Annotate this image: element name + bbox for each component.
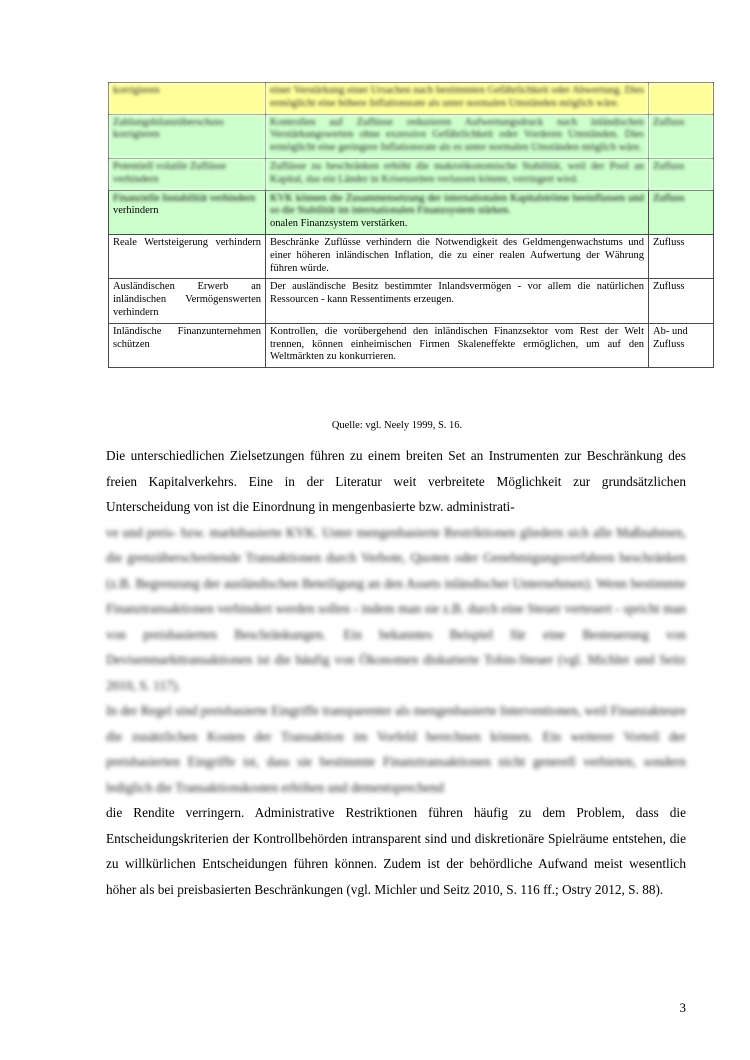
paragraph: die Rendite verringern. Administrative Restriktionen führen häufig zu dem Problem, dass die Entscheidungskriterien der Kontrollbehörden intransparent sind und diskretionäre Spielräume entstehen, die zu willkürlichen Entscheidungen führen können. Zudem ist der behördliche Aufwand meist wesentlich höher als bei preisbasierten Beschränkungen (vgl. Michler und Seitz 2010, S. 116 ff.; Ostry 2012, S. 88). [106,805,686,897]
table-row [109,83,714,115]
cell-goal: Ausländischen Erwerb an inländischen Vermögenswerten verhindern [109,279,266,323]
cell-goal: korrigieren [109,83,266,115]
cell-description: Kontrollen auf Zuflüsse reduzieren Aufwertungsdruck nach inländischen Verstärkungswerten ohne exzessive Gefährlichkeit oder Vorderen Umständen. Dies ermöglicht eine geringere Inflationsrate als es unter normalen Umständen möglich wäre. [266,114,649,158]
cell-goal: Potentiell volatile Zuflüsse verhindern [109,158,266,190]
cell-description-blurred-text: KVK können die Zusammensetzung der internationalen Kapitalströme beeinflussen und so die Stabilität im internationalen Finanzsystem stärken. [270,192,644,217]
table-row [109,234,714,278]
cell-description [266,190,649,234]
table-row [109,158,714,190]
table-row [109,114,714,158]
table-caption: Quelle: vgl. Neely 1999, S. 16. [331,420,463,431]
paragraph: ve und preis- bzw. marktbasierte KVK. Unter mengenbasierte Restriktionen gliedern sich alle Maßnahmen, die grenzüberschreitende Transaktionen durch Verbote, Quoten oder Genehmigungsverfahren beschränken (z.B. Begrenzung der ausländischen Beteiligung an den Assets inländischer Unternehmen). Wenn bestimmte Finanztransaktionen verhindert werden sollen - indem man sie z.B. durch eine Steuer verteuert - spricht man von preisbasierten Beschränkungen. Ein bekanntes Beispiel für eine Besteuerung von Devisenmarkttransaktionen ist die häufig von Ökonomen diskutierte Tobin-Steuer (vgl. Michler und Seitz 2010, S. 117). [106,524,686,693]
table-row [109,279,714,323]
cell-goal: Inländische Finanzunternehmen schützen [109,323,266,367]
cell-description: Beschränke Zuflüsse verhindern die Notwendigkeit des Geldmengenwachstums und einer höheren inländischen Inflation, die zu einer realen Aufwertung der Währung führen würde. [266,234,649,278]
cell-direction: Zufluss [649,158,714,190]
cell-description: Der ausländische Besitz bestimmter Inlandsvermögen - vor allem die natürlichen Ressourcen - kann Ressentiments erzeugen. [266,279,649,323]
table-row [109,323,714,367]
cell-goal [109,190,266,234]
cell-direction [649,83,714,115]
cell-goal: Reale Wertsteigerung verhindern [109,234,266,278]
body-text [106,443,686,902]
cell-description-text: onalen Finanzsystem verstärken. [270,218,408,230]
table-body [109,83,714,368]
paragraph: Die unterschiedlichen Zielsetzungen führen zu einem breiten Set an Instrumenten zur Beschränkung des freien Kapitalverkehrs. Eine in der Literatur weit verbreitete Möglichkeit zur grundsätzlichen Unterscheidung von ist die Einordnung in mengenbasierte bzw. administrati- [106,448,686,514]
cell-direction: Zufluss [649,279,714,323]
cell-direction: Zufluss [649,114,714,158]
cell-direction: Zufluss [649,234,714,278]
table [108,82,714,368]
cell-description: einer Verstärkung einer Ursachen nach bestimmten Gefährlichkeit oder Abwertung. Dies ermöglicht eine höhere Inflationsrate als unter normalen Umständen möglich wäre. [266,83,649,115]
cell-direction-blurred-text: Zufluss [653,192,685,204]
table-row [109,190,714,234]
cell-goal: Zahlungsbilanzüberschuss korrigieren [109,114,266,158]
cell-goal-text: verhindern [113,205,159,217]
cell-description: Kontrollen, die vorübergehend den inländischen Finanzsektor vom Rest der Welt trennen, können einheimischen Firmen Skaleneffekte ermöglichen, um auf den Weltmärkten zu konkurrieren. [266,323,649,367]
cell-direction [649,190,714,234]
paragraph: In der Regel sind preisbasierte Eingriffe transparenter als mengenbasierte Interventionen, weil Finanzakteure die zusätzlichen Kosten der Transaktion im Vorfeld berechnen können. Ein weiterer Vorteil der preisbasierten Eingriffe ist, dass sie bestimmte Finanztransaktionen nicht generell verbieten, sondern lediglich die Transaktionskosten erhöhen und dementsprechend [106,703,686,795]
cell-goal-blurred-text: Finanzielle Instabilität verhindern [113,192,256,204]
page-number: 3 [679,1000,686,1015]
capital-controls-table [108,82,686,368]
cell-direction: Ab- und Zufluss [649,323,714,367]
cell-description: Zuflüsse zu beschränken erhöht die makroökonomische Stabilität, weil der Pool an Kapital, das ein Länder in Krisenzeiten verlassen könnte, verringert wird. [266,158,649,190]
